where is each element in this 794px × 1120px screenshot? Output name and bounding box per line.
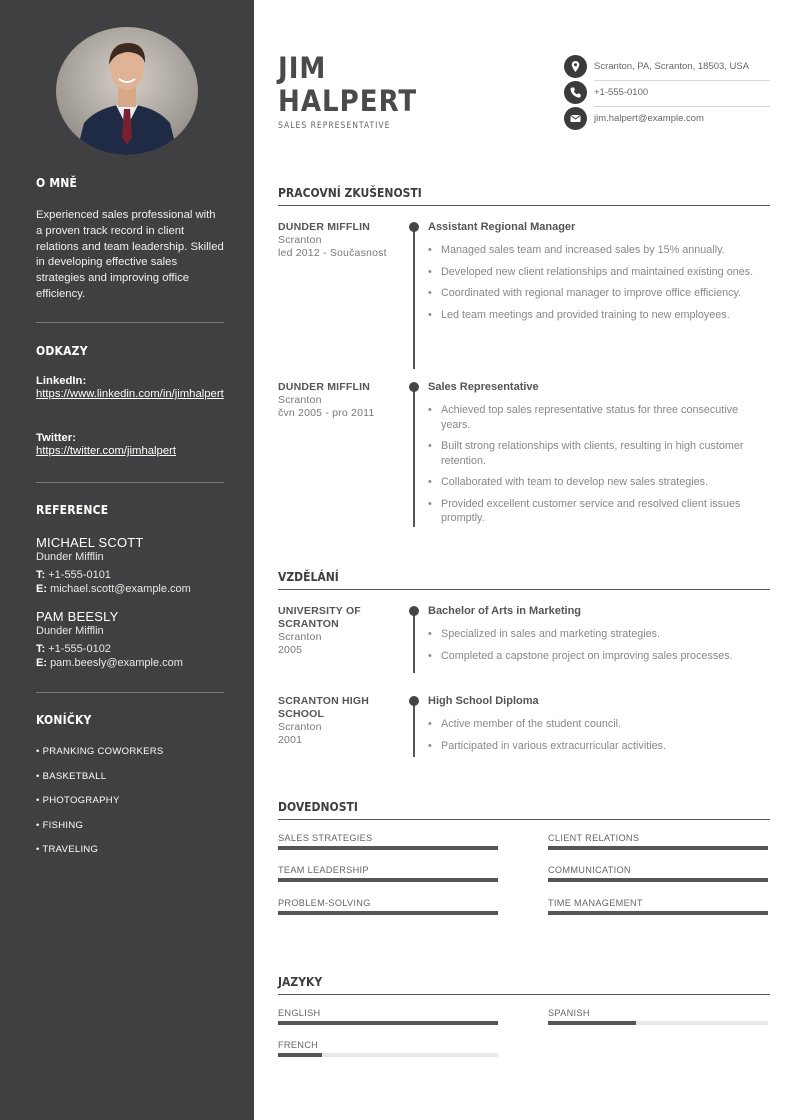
skill-bar — [548, 911, 768, 915]
job-title: SALES REPRESENTATIVE — [278, 121, 391, 131]
language-item — [278, 1040, 498, 1057]
skill-label: TEAM LEADERSHIP — [278, 865, 369, 875]
list-item: • Participated in various extracurricular activities. — [428, 739, 770, 754]
reference-company: Dunder Mifflin — [36, 551, 104, 563]
phone-label: T: — [36, 642, 46, 655]
job-role: Sales Representative — [428, 381, 539, 393]
language-bar-fill — [278, 1053, 322, 1057]
skill-label: TIME MANAGEMENT — [548, 898, 643, 908]
reference-name: PAM BEESLY — [36, 609, 119, 624]
language-bar-fill — [278, 1021, 498, 1025]
timeline-dot — [409, 696, 419, 706]
contact-phone: +1-555-0100 — [564, 81, 770, 107]
reference-item — [36, 535, 224, 597]
linkedin-link[interactable]: https://www.linkedin.com/in/jimhalpert — [36, 388, 224, 400]
skill-label: SALES STRATEGIES — [278, 833, 373, 843]
skill-bar-fill — [278, 878, 498, 882]
phone-icon — [564, 81, 587, 104]
reference-email: pam.beesly@example.com — [50, 657, 183, 669]
about-heading: O MNĚ — [36, 176, 78, 190]
skill-item — [278, 898, 498, 915]
first-name: JIM — [278, 51, 327, 85]
skill-bar — [278, 911, 498, 915]
hobby-item: • TRAVELING — [36, 844, 99, 856]
skill-item — [278, 865, 498, 882]
list-item: • Provided excellent customer service and resolved client issues promptly. — [428, 497, 770, 526]
links-heading: ODKAZY — [36, 344, 88, 358]
section-divider — [278, 589, 770, 590]
language-label: SPANISH — [548, 1008, 590, 1018]
hobby-item: • PHOTOGRAPHY — [36, 795, 120, 807]
section-divider — [278, 819, 770, 820]
timeline-line — [413, 387, 415, 527]
sidebar — [0, 0, 254, 1120]
degree: High School Diploma — [428, 695, 539, 707]
profile-photo — [56, 27, 198, 155]
hobby-item: • FISHING — [36, 819, 84, 831]
list-item: • Coordinated with regional manager to improve office efficiency. — [428, 286, 770, 301]
list-item: • Managed sales team and increased sales by 15% annually. — [428, 243, 770, 258]
twitter-label: Twitter: — [36, 432, 76, 444]
twitter-link[interactable]: https://twitter.com/jimhalpert — [36, 445, 177, 457]
experience-heading: PRACOVNÍ ZKUŠENOSTI — [278, 186, 422, 200]
email-label: E: — [36, 657, 47, 669]
divider — [36, 322, 224, 323]
employer-location: Scranton — [278, 394, 322, 406]
skill-bar — [548, 846, 768, 850]
section-divider — [278, 205, 770, 206]
skill-bar-fill — [548, 846, 768, 850]
skills-heading: DOVEDNOSTI — [278, 800, 358, 814]
contact-email: jim.halpert@example.com — [564, 107, 770, 133]
section-divider — [278, 994, 770, 995]
school-location: Scranton — [278, 721, 322, 733]
employer-name: DUNDER MIFFLIN — [278, 381, 371, 393]
language-bar — [278, 1021, 498, 1025]
degree: Bachelor of Arts in Marketing — [428, 605, 582, 617]
list-item: • Led team meetings and provided training to new employees. — [428, 308, 770, 323]
education-heading: VZDĚLÁNÍ — [278, 570, 339, 584]
reference-phone: +1-555-0101 — [48, 568, 111, 581]
skill-bar-fill — [548, 878, 768, 882]
skill-item — [548, 833, 768, 850]
list-item: • Specialized in sales and marketing strategies. — [428, 627, 770, 642]
timeline-dot — [409, 222, 419, 232]
skill-item — [548, 898, 768, 915]
linkedin-label: LinkedIn: — [36, 375, 87, 387]
languages-heading: JAZYKY — [278, 975, 323, 989]
main-content — [254, 0, 794, 1120]
skill-bar — [548, 878, 768, 882]
full-name — [278, 52, 417, 118]
skill-bar-fill — [278, 911, 498, 915]
skill-label: CLIENT RELATIONS — [548, 833, 640, 843]
phone-label: T: — [36, 568, 46, 581]
duties-list — [428, 403, 770, 526]
list-item: • Collaborated with team to develop new sales strategies. — [428, 475, 770, 490]
contact-block — [564, 55, 770, 133]
skill-bar-fill — [278, 846, 498, 850]
language-item — [548, 1008, 768, 1025]
employer-location: Scranton — [278, 234, 322, 246]
about-text: Experienced sales professional with a proven track record in client relations and team leadership. Skilled in developing effective sales strategies and improving office efficiency. — [36, 209, 224, 300]
reference-item — [36, 609, 224, 671]
employment-dates: čvn 2005 - pro 2011 — [278, 407, 375, 419]
list-item: • Developed new client relationships and maintained existing ones. — [428, 265, 770, 280]
timeline-line — [413, 227, 415, 369]
hobby-item: • BASKETBALL — [36, 770, 107, 782]
education-details — [428, 627, 770, 663]
school-location: Scranton — [278, 631, 322, 643]
email-label: E: — [36, 583, 47, 595]
job-role: Assistant Regional Manager — [428, 221, 576, 233]
reference-name: MICHAEL SCOTT — [36, 535, 144, 550]
employment-dates: led 2012 - Současnost — [278, 247, 387, 259]
hobbies-heading: KONÍČKY — [36, 713, 92, 727]
location-pin-icon — [564, 55, 587, 78]
skill-bar — [278, 878, 498, 882]
hobby-item: • PRANKING COWORKERS — [36, 746, 164, 757]
graduation-year: 2001 — [278, 734, 303, 746]
language-bar — [278, 1053, 498, 1057]
language-label: ENGLISH — [278, 1008, 321, 1018]
skill-item — [278, 833, 498, 850]
divider — [36, 692, 224, 693]
skill-label: PROBLEM-SOLVING — [278, 898, 371, 908]
hobbies-list — [36, 746, 224, 869]
duties-list — [428, 243, 770, 322]
timeline-line — [413, 611, 415, 673]
education-details — [428, 717, 770, 753]
reference-company: Dunder Mifflin — [36, 625, 104, 637]
employer-name: DUNDER MIFFLIN — [278, 221, 371, 233]
timeline-dot — [409, 606, 419, 616]
references-heading: REFERENCE — [36, 503, 109, 517]
skill-bar-fill — [548, 911, 768, 915]
divider — [36, 482, 224, 483]
language-bar-fill — [548, 1021, 636, 1025]
skill-label: COMMUNICATION — [548, 865, 631, 875]
graduation-year: 2005 — [278, 644, 303, 656]
list-item: • Built strong relationships with clients, resulting in high customer retention. — [428, 439, 770, 468]
school-name: SCRANTON HIGH SCHOOL — [278, 695, 370, 720]
reference-email: michael.scott@example.com — [50, 583, 191, 595]
language-bar — [548, 1021, 768, 1025]
reference-phone: +1-555-0102 — [48, 642, 111, 655]
skill-bar — [278, 846, 498, 850]
school-name: UNIVERSITY OF SCRANTON — [278, 605, 361, 630]
list-item: • Achieved top sales representative status for three consecutive years. — [428, 403, 770, 432]
envelope-icon — [564, 107, 587, 130]
list-item: • Completed a capstone project on improving sales processes. — [428, 649, 770, 664]
list-item: • Active member of the student council. — [428, 717, 770, 732]
last-name: HALPERT — [278, 84, 418, 118]
language-label: FRENCH — [278, 1040, 319, 1050]
contact-address: Scranton, PA, Scranton, 18503, USA — [564, 55, 770, 81]
timeline-dot — [409, 382, 419, 392]
language-item — [278, 1008, 498, 1025]
timeline-line — [413, 701, 415, 757]
skill-item — [548, 865, 768, 882]
